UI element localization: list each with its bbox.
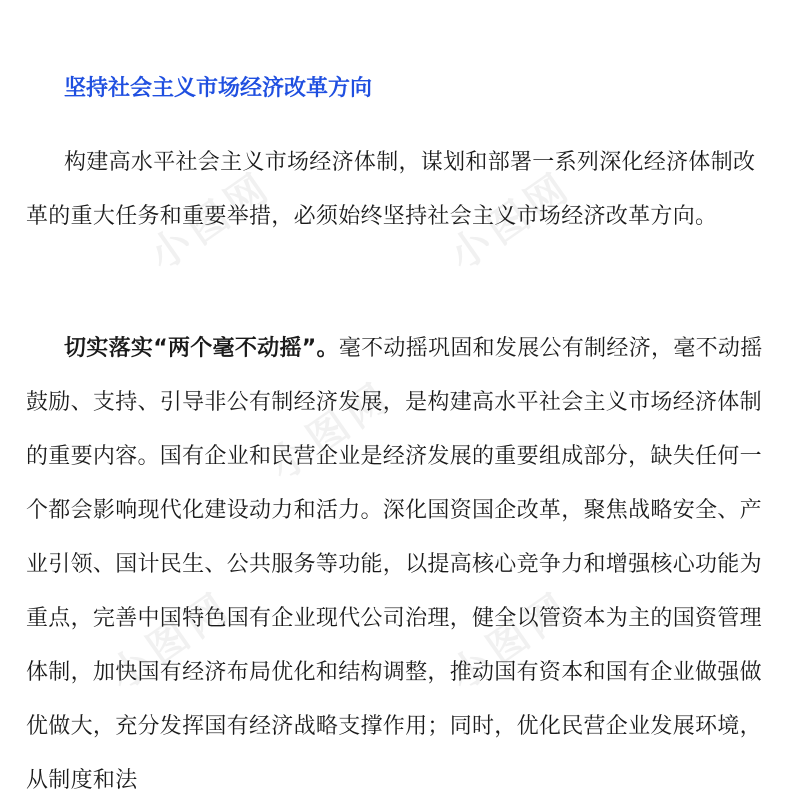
watermark: 小图网 (141, 162, 281, 280)
section-heading: 坚持社会主义市场经济改革方向 (64, 76, 373, 101)
paragraph-intro-text: 构建高水平社会主义市场经济体制，谋划和部署一系列深化经济体制改革的重大任务和重要举措，必须始终坚持社会主义市场经济改革方向。 (26, 150, 756, 229)
paragraph-two-unwavering (26, 322, 776, 800)
watermark: 小图网 (101, 582, 241, 700)
watermark: 小图网 (441, 582, 581, 700)
watermark: 小图网 (261, 372, 401, 490)
paragraph-lead-bold: 切实落实“两个毫不动摇”。 (64, 336, 339, 361)
watermark: 小图网 (441, 162, 581, 280)
paragraph-body-text: 毫不动摇巩固和发展公有制经济，毫不动摇鼓励、支持、引导非公有制经济发展，是构建高水平社会主义市场经济体制的重要内容。国有企业和民营企业是经济发展的重要组成部分，缺失任何一个都会影响现代化建设动力和活力。深化国资国企改革，聚焦战略安全、产业引领、国计民生、公共服务等功能，以提高核心竞争力和增强核心功能为重点，完善中国特色国有企业现代公司治理，健全以管资本为主的国资管理体制，加快国有经济布局优化和结构调整，推动国有资本和国有企业做强做优做大，充分发挥国有经济战略支撑作用；同时，优化民营企业发展环境，从制度和法 (26, 336, 763, 793)
paragraph-intro (26, 136, 776, 244)
